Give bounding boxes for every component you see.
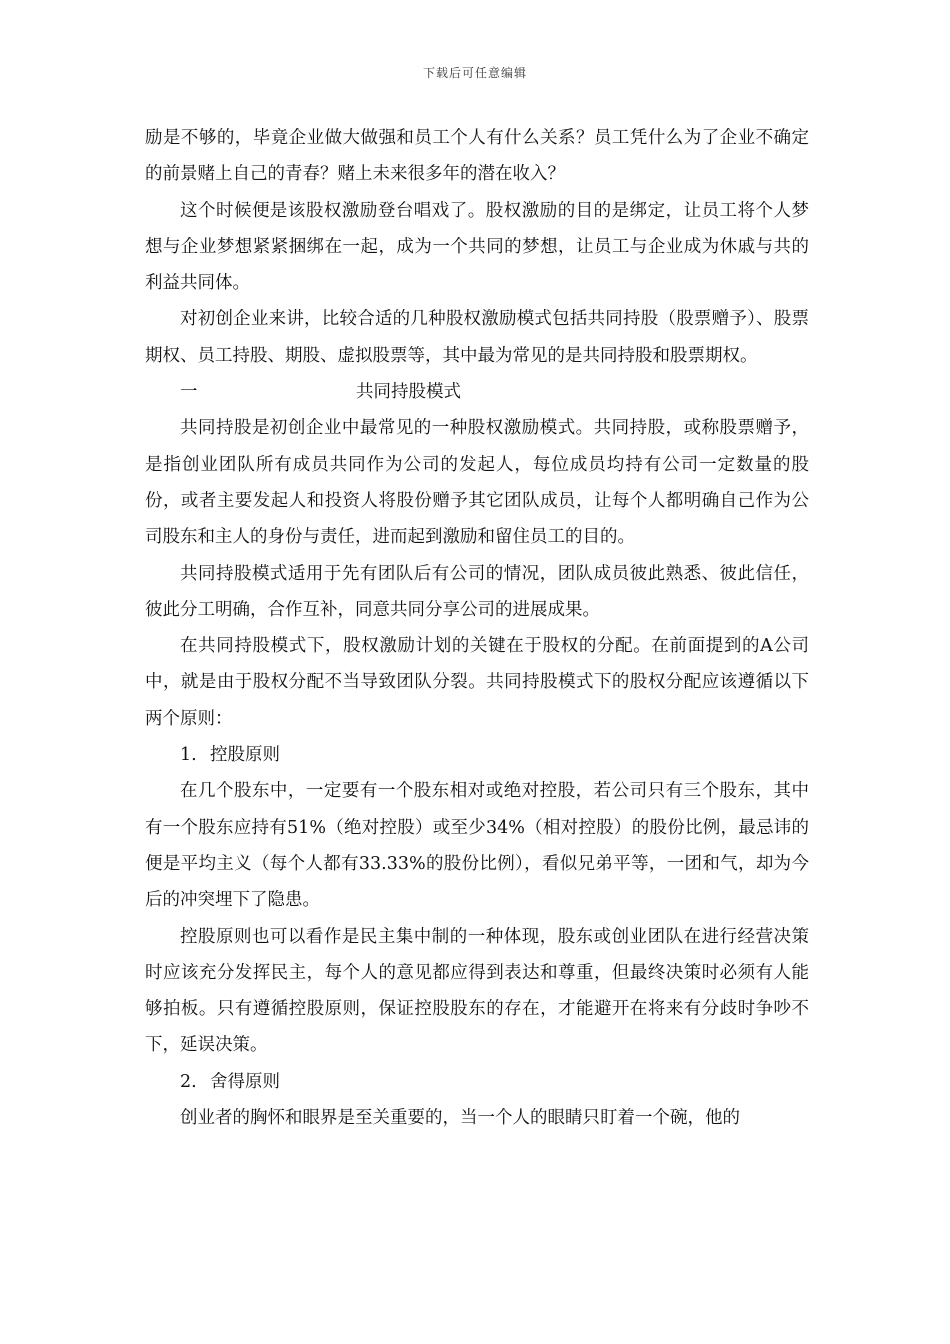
section-title: 共同持股模式 (356, 382, 461, 403)
list-number: 1. (180, 745, 197, 766)
page-header: 下载后可任意编辑 (422, 66, 527, 80)
section-number: 一 (180, 382, 198, 403)
list-title: 舍得原则 (210, 1071, 280, 1092)
list-heading (145, 1064, 809, 1100)
paragraph: 控股原则也可以看作是民主集中制的一种体现，股东或创业团队在进行经营决策时应该充分发挥民主，每个人的意见都应得到表达和尊重，但最终决策时必须有人能够拍板。只有遵循控股原则，保证控股股东的存在，才能避开在将来有分歧时争吵不下，延误决策。 (145, 926, 809, 1056)
paragraph: 共同持股是初创企业中最常见的一种股权激励模式。共同持股，或称股票赠予，是指创业团队所有成员共同作为公司的发起人，每位成员均持有公司一定数量的股份，或者主要发起人和投资人将股份赠予其它团队成员，让每个人都明确自己作为公司股东和主人的身份与责任，进而起到激励和留住员工的目的。 (145, 418, 809, 548)
list-number: 2. (180, 1071, 197, 1092)
list-heading (145, 737, 809, 773)
paragraph: 在共同持股模式下，股权激励计划的关键在于股权的分配。在前面提到的A公司中，就是由于股权分配不当导致团队分裂。共同持股模式下的股权分配应该遵循以下两个原则： (145, 636, 809, 729)
document-body (145, 120, 809, 1136)
paragraph: 励是不够的，毕竟企业做大做强和员工个人有什么关系？员工凭什么为了企业不确定的前景赌上自己的青春？赌上未来很多年的潜在收入？ (145, 128, 809, 185)
list-title: 控股原则 (210, 745, 280, 766)
section-heading (145, 374, 809, 410)
paragraph: 创业者的胸怀和眼界是至关重要的，当一个人的眼睛只盯着一个碗，他的 (180, 1108, 740, 1129)
paragraph: 对初创企业来讲，比较合适的几种股权激励模式包括共同持股（股票赠予）、股票期权、员工持股、期股、虚拟股票等，其中最为常见的是共同持股和股票期权。 (145, 309, 809, 366)
paragraph: 这个时候便是该股权激励登台唱戏了。股权激励的目的是绑定，让员工将个人梦想与企业梦想紧紧捆绑在一起，成为一个共同的梦想，让员工与企业成为休戚与共的利益共同体。 (145, 200, 809, 294)
paragraph: 共同持股模式适用于先有团队后有公司的情况，团队成员彼此熟悉、彼此信任，彼此分工明确，合作互补，同意共同分享公司的进展成果。 (145, 563, 809, 620)
paragraph: 在几个股东中，一定要有一个股东相对或绝对控股，若公司只有三个股东，其中有一个股东应持有51%（绝对控股）或至少34%（相对控股）的股份比例，最忌讳的便是平均主义（每个人都有33.33%的股份比例），看似兄弟平等，一团和气，却为今后的冲突埋下了隐患。 (145, 781, 809, 911)
